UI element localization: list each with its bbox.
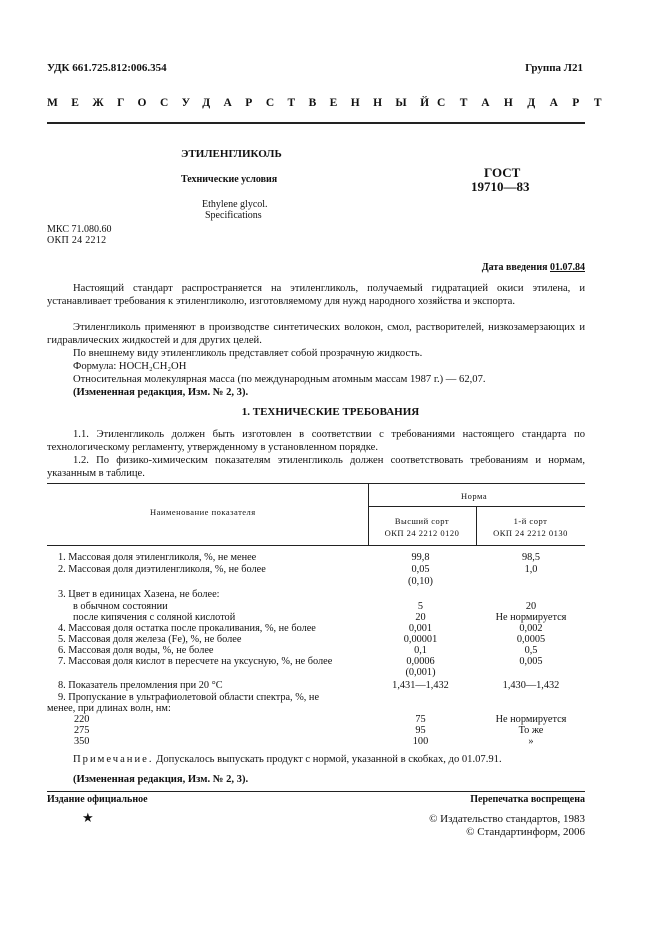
- table-row-first: 0,002: [519, 623, 543, 634]
- table-row-high: 0,0006: [406, 656, 435, 667]
- footer-rule: [47, 791, 585, 792]
- copyright-1: © Издательство стандартов, 1983: [429, 813, 585, 825]
- official-edition: Издание официальное: [47, 794, 148, 805]
- table-row-first: 1,0: [524, 564, 538, 575]
- table-col-name: Наименование показателя: [150, 507, 256, 517]
- table-row-name: 5. Массовая доля железа (Fe), %, не более: [58, 634, 242, 645]
- doc-title-en: Ethylene glycol.: [202, 199, 268, 210]
- clause-1-1: 1.1. Этиленгликоль должен быть изготовлен в соответствии с требованиями настоящего стандарта по технологическому регламенту, утвержденному в установленном порядке.: [47, 429, 585, 453]
- table-row-name: 4. Массовая доля остатка после прокаливания, %, не более: [58, 623, 316, 634]
- table-col-first-code: ОКП 24 2212 0130: [493, 528, 568, 538]
- table-top-rule: [47, 483, 585, 484]
- table-row-high: 1,431—1,432: [392, 680, 449, 691]
- molar-mass: Относительная молекулярная масса (по международным атомным массам 1987 г.) — 62,07.: [73, 374, 486, 385]
- gost-label: ГОСТ: [484, 165, 521, 180]
- header-rule: [47, 122, 585, 124]
- table-row-high: 95: [415, 725, 426, 736]
- table-row-high: 75: [415, 714, 426, 725]
- table-row-first: 0,5: [524, 645, 538, 656]
- doc-subtitle-en: Specifications: [205, 210, 262, 221]
- table-row-first: 1,430—1,432: [502, 680, 560, 691]
- table-row-first: 20: [525, 601, 537, 612]
- revision-note-2: (Измененная редакция, Изм. № 2, 3).: [73, 774, 249, 785]
- table-row-high: 20: [415, 612, 426, 623]
- table-row-high: 0,1: [414, 645, 427, 656]
- table-row-high: (0,001): [405, 667, 436, 678]
- table-row-high: 0,00001: [403, 634, 438, 645]
- table-row-name: 275: [74, 725, 90, 736]
- table-norm-rule: [368, 506, 585, 507]
- clause-1-2: 1.2. По физико-химическим показателям этиленгликоль должен соответствовать требованиям и нормам, указанным в таблице.: [47, 455, 585, 479]
- group-code: Группа Л21: [525, 62, 583, 74]
- note-label: Примечание.: [73, 754, 154, 765]
- table-row-high: (0,10): [408, 576, 433, 587]
- formula-line: [73, 360, 585, 373]
- udk-code: УДК 661.725.812:006.354: [47, 62, 167, 74]
- table-row-first: 0,005: [519, 656, 543, 667]
- table-note: [73, 753, 585, 766]
- table-header-rule: [47, 545, 585, 546]
- reprint-prohibited: Перепечатка воспрещена: [470, 794, 585, 805]
- table-row-name: после кипячения с соляной кислотой: [73, 612, 236, 623]
- intro-paragraph-1: Настоящий стандарт распространяется на этиленгликоль, получаемый гидратацией окиси этилена, и устанавливает требования к этиленгликолю, изготовляемому для нужд народного хозяйства и экспорта.: [47, 283, 585, 307]
- table-row-high: 5: [417, 601, 424, 612]
- table-row-first: Не нормируется: [495, 612, 567, 623]
- table-row-first: Не нормируется: [495, 714, 567, 725]
- gost-number: 19710—83: [471, 179, 530, 194]
- formula-text: HOCH₂CH₂OH: [118, 361, 187, 372]
- table-row-name: 7. Массовая доля кислот в пересчете на уксусную, %, не более: [58, 656, 333, 667]
- intro-paragraph-3: По внешнему виду этиленгликоль представляет собой прозрачную жидкость.: [73, 348, 423, 359]
- table-row-name: 6. Массовая доля воды, %, не более: [58, 645, 214, 656]
- table-row-high: 99,8: [411, 552, 430, 563]
- table-row-name: 8. Показатель преломления при 20 °С: [58, 680, 223, 691]
- intro-date: [482, 262, 585, 273]
- table-row-name: менее, при длинах волн, нм:: [47, 703, 171, 714]
- table-row-name: 350: [74, 736, 90, 747]
- intro-date-label: Дата введения: [481, 262, 548, 273]
- table-row-name: 220: [74, 714, 90, 725]
- section-heading: 1. ТЕХНИЧЕСКИЕ ТРЕБОВАНИЯ: [241, 406, 420, 418]
- table-row-name: 1. Массовая доля этиленгликоля, %, не менее: [58, 552, 257, 563]
- intro-date-value: 01.07.84: [550, 262, 585, 273]
- mks-code: МКС 71.080.60: [47, 224, 112, 235]
- table-row-first: То же: [518, 725, 544, 736]
- table-row-high: 0,001: [408, 623, 433, 634]
- table-row-name: в обычном состоянии: [73, 601, 168, 612]
- okp-code: ОКП 24 2212: [47, 235, 107, 246]
- revision-note-1: (Измененная редакция, Изм. № 2, 3).: [73, 387, 249, 398]
- doc-title: ЭТИЛЕНГЛИКОЛЬ: [181, 148, 282, 160]
- formula-label: Формула:: [73, 361, 119, 372]
- table-row-name: 9. Пропускание в ультрафиолетовой области спектра, %, не: [58, 692, 320, 703]
- table-col-norm: Норма: [461, 491, 488, 501]
- table-row-name: 2. Массовая доля диэтиленгликоля, %, не более: [58, 564, 266, 575]
- doc-subtitle: Технические условия: [181, 174, 278, 185]
- table-row-first: »: [528, 736, 534, 747]
- table-row-high: 0,05: [411, 564, 430, 575]
- intro-paragraph-2: Этиленгликоль применяют в производстве синтетических волокон, смол, растворителей, низкозамерзающих и гидравлических жидкостей и для других целей.: [47, 322, 585, 346]
- note-text: Допускалось выпускать продукт с нормой, указанной в скобках, до 01.07.91.: [153, 754, 502, 765]
- table-col-high: Высший сорт: [394, 516, 450, 526]
- table-col-first: 1-й сорт: [513, 516, 548, 526]
- table-row-first: 0,0005: [516, 634, 546, 645]
- table-row-name: 3. Цвет в единицах Хазена, не более:: [58, 589, 220, 600]
- table-col-high-code: ОКП 24 2212 0120: [384, 528, 460, 538]
- banner-right: СТАНДАРТ: [437, 97, 616, 109]
- table-row-high: 100: [412, 736, 429, 747]
- star-icon: ★: [82, 810, 94, 825]
- table-row-first: 98,5: [521, 552, 541, 563]
- copyright-2: © Стандартинформ, 2006: [466, 826, 585, 838]
- banner-left: МЕЖГОСУДАРСТВЕННЫЙ: [47, 97, 443, 109]
